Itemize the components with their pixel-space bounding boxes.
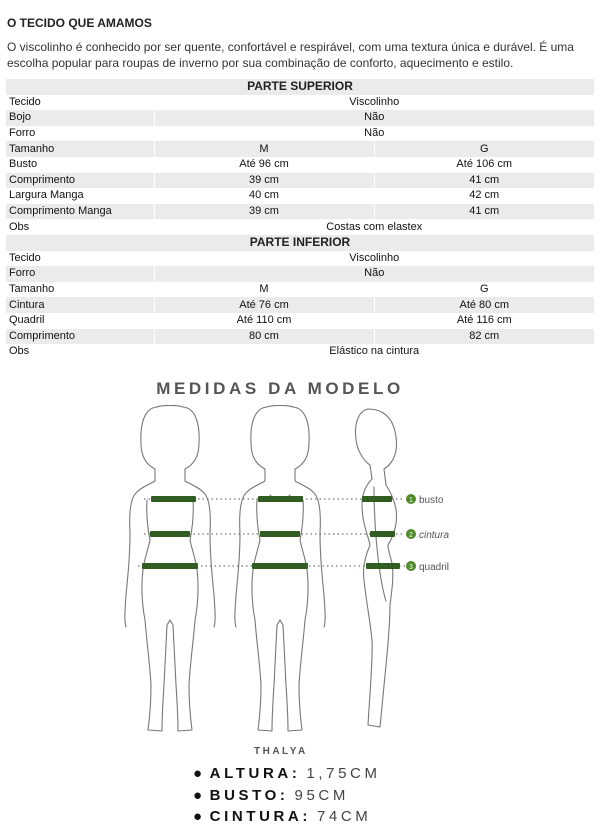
row-label: Obs: [6, 219, 154, 235]
marker-cintura: [406, 529, 449, 541]
table-row: [6, 313, 594, 329]
marker-label: cintura: [419, 530, 450, 541]
section-heading: PARTE SUPERIOR: [6, 79, 594, 95]
size-m-value: M: [154, 141, 374, 157]
size-m-value: Até 110 cm: [154, 313, 374, 329]
row-value: Não: [154, 126, 594, 142]
body-measurement-diagram: [120, 405, 500, 740]
back-waist-band: [150, 531, 190, 537]
figure-title: MEDIDAS DA MODELO: [156, 379, 404, 398]
table-row: [6, 204, 594, 220]
row-label: Comprimento: [6, 173, 154, 189]
row-label: Forro: [6, 126, 154, 142]
size-g-value: 82 cm: [374, 329, 594, 345]
model-stat-busto: [193, 785, 381, 807]
marker-number: 1: [409, 497, 413, 504]
row-value: Não: [154, 110, 594, 126]
size-g-value: 41 cm: [374, 173, 594, 189]
size-m-value: Até 96 cm: [154, 157, 374, 173]
stat-key: ALTURA:: [209, 765, 301, 782]
table-row: [6, 188, 594, 204]
table-row: [6, 297, 594, 313]
table-row: [6, 329, 594, 345]
fabric-description: O viscolinho é conhecido por ser quente, confortável e respirável, com uma textura única e durável. É uma escolha popular para roupas de inverno por sua combinação de conforto, aquecimento e estilo.: [7, 40, 574, 70]
row-label: Tamanho: [6, 141, 154, 157]
table-row: [6, 141, 594, 157]
marker-label: quadril: [419, 562, 450, 573]
table-row: [6, 95, 594, 111]
section-title: O TECIDO QUE AMAMOS: [7, 16, 152, 30]
table-row: [6, 110, 594, 126]
stat-value: 1,75CM: [306, 765, 381, 782]
row-label: Quadril: [6, 313, 154, 329]
row-label: Tecido: [6, 251, 154, 267]
table-row: [6, 126, 594, 142]
table-row: [6, 282, 594, 298]
row-label: Tamanho: [6, 282, 154, 298]
section-heading: PARTE INFERIOR: [6, 235, 594, 251]
row-value: Costas com elastex: [154, 219, 594, 235]
size-g-value: G: [374, 282, 594, 298]
size-table: [6, 79, 594, 360]
stat-value: 95CM: [294, 786, 349, 804]
marker-number: 3: [409, 564, 413, 571]
marker-quadril: [406, 561, 449, 573]
stat-key: BUSTO:: [209, 786, 289, 804]
size-m-value: 39 cm: [154, 173, 374, 189]
bullet-icon: ●: [193, 808, 206, 825]
size-m-value: 80 cm: [154, 329, 374, 345]
row-label: Bojo: [6, 110, 154, 126]
model-stat-cintura: [193, 806, 381, 828]
marker-label: busto: [419, 495, 444, 506]
row-label: Cintura: [6, 297, 154, 313]
row-label: Comprimento: [6, 329, 154, 345]
model-measurements-list: [193, 763, 381, 828]
row-label: Busto: [6, 157, 154, 173]
row-label: Obs: [6, 344, 154, 360]
size-m-value: M: [154, 282, 374, 298]
row-value: Elástico na cintura: [154, 344, 594, 360]
table-section-header: [6, 79, 594, 95]
size-m-value: 40 cm: [154, 188, 374, 204]
table-section-header: [6, 235, 594, 251]
size-g-value: Até 80 cm: [374, 297, 594, 313]
table-row: [6, 219, 594, 235]
model-name: THALYA: [254, 746, 308, 757]
table-row: [6, 266, 594, 282]
size-g-value: Até 116 cm: [374, 313, 594, 329]
size-g-value: G: [374, 141, 594, 157]
row-value: Viscolinho: [154, 251, 594, 267]
table-row: [6, 344, 594, 360]
row-label: Comprimento Manga: [6, 204, 154, 220]
size-g-value: Até 106 cm: [374, 157, 594, 173]
size-g-value: 42 cm: [374, 188, 594, 204]
table-row: [6, 157, 594, 173]
size-m-value: Até 76 cm: [154, 297, 374, 313]
bullet-icon: ●: [193, 765, 206, 782]
marker-busto: [406, 494, 444, 506]
size-g-value: 41 cm: [374, 204, 594, 220]
table-row: [6, 251, 594, 267]
bullet-icon: ●: [193, 786, 206, 804]
row-label: Largura Manga: [6, 188, 154, 204]
row-label: Forro: [6, 266, 154, 282]
stat-value: 74CM: [316, 808, 372, 825]
row-label: Tecido: [6, 95, 154, 111]
model-stat-altura: [193, 763, 381, 785]
size-m-value: 39 cm: [154, 204, 374, 220]
table-row: [6, 173, 594, 189]
stat-key: CINTURA:: [209, 808, 311, 825]
row-value: Não: [154, 266, 594, 282]
marker-number: 2: [409, 532, 413, 539]
row-value: Viscolinho: [154, 95, 594, 111]
